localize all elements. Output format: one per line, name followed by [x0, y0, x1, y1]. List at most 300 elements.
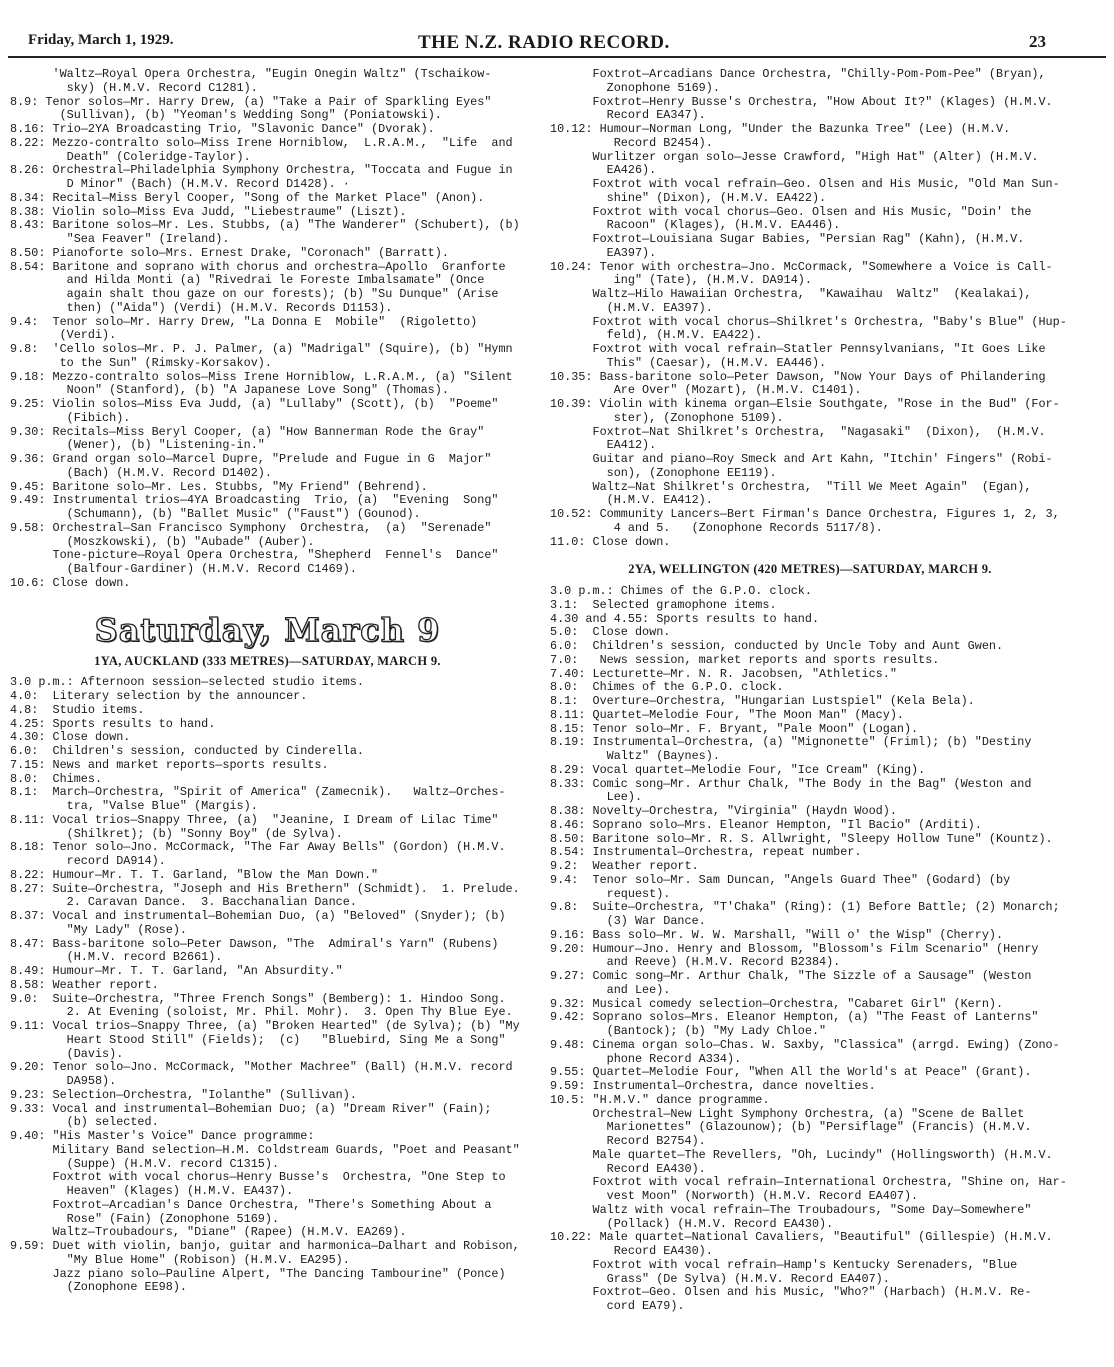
programme-line — [550, 833, 1070, 847]
programme-time: 10.35: — [550, 369, 600, 384]
programme-time — [550, 1135, 592, 1149]
programme-line — [10, 979, 525, 993]
programme-time — [550, 137, 600, 151]
programme-text: Weather report. — [52, 977, 159, 992]
programme-time: 8.33: — [550, 776, 593, 791]
programme-time: 9.40: — [10, 1129, 53, 1143]
programme-time — [10, 1171, 52, 1185]
programme-line — [550, 123, 1070, 137]
programme-time: 10.24: — [550, 259, 600, 274]
programme-time: 9.18: — [10, 369, 53, 384]
programme-text: Baritone and soprano with chorus and orchestra—Apollo Granforte — [52, 259, 506, 274]
programme-line — [10, 192, 525, 206]
programme-text: (Bantock); (b) "My Lady Chloe." — [592, 1024, 827, 1038]
programme-text: Afternoon session—selected studio items. — [80, 675, 364, 690]
programme-line — [10, 247, 525, 261]
programme-time: 10.5: — [550, 1092, 593, 1107]
programme-text: Chimes. — [52, 771, 103, 786]
programme-time — [550, 888, 592, 902]
programme-text: record DA914). — [52, 854, 166, 868]
programme-time — [10, 1075, 52, 1089]
programme-time: 10.6: — [10, 575, 53, 590]
programme-text: Cinema organ solo—Chas. W. Saxby, "Classica" (arrgd. Ewing) (Zono- — [592, 1037, 1060, 1052]
programme-line — [550, 1273, 1070, 1287]
programme-line — [550, 750, 1070, 764]
programme-time — [10, 329, 45, 343]
programme-line — [10, 274, 525, 288]
programme-time — [10, 828, 52, 842]
programme-line — [10, 869, 525, 883]
programme-line — [550, 640, 1070, 654]
programme-line — [10, 123, 525, 137]
programme-time — [10, 1199, 52, 1213]
programme-text: Humour—Jno. Henry and Blossom, "Blossom's Film Scenario" (Henry — [592, 941, 1039, 956]
programme-line — [550, 343, 1070, 357]
programme-line — [550, 723, 1070, 737]
programme-time: 3.0 p.m.: — [10, 675, 81, 690]
programme-time: 8.0: — [10, 771, 53, 786]
programme-text: Instrumental—Orchestra, repeat number. — [592, 845, 862, 860]
programme-text: Foxtrot—Henry Busse's Orchestra, "How About It?" (Klages) (H.M.V. — [592, 94, 1053, 109]
programme-line — [550, 384, 1070, 398]
programme-time: 8.27: — [10, 881, 53, 896]
programme-text: Baritone solos—Mr. Les. Stubbs, (a) "The Wanderer" (Schubert), (b) — [52, 218, 520, 233]
programme-text: Vocal trios—Snappy Three, (a) "Jeanine, I Dream of Lilac Time" — [52, 812, 499, 827]
programme-line — [550, 247, 1070, 261]
programme-text: Comic song—Mr. Arthur Chalk, "The Sizzle of a Sausage" (Weston — [592, 969, 1032, 983]
programme-text: (3) War Dance. — [592, 914, 706, 928]
programme-line — [550, 1053, 1070, 1067]
programme-text: "His Master's Voice" Dance programme: — [52, 1129, 315, 1143]
programme-time — [550, 791, 592, 805]
programme-line — [10, 453, 525, 467]
programme-line — [550, 219, 1070, 233]
programme-time — [550, 481, 592, 495]
programme-line — [10, 288, 525, 302]
programme-text: vest Moon" (Norworth) (H.M.V. Record EA407). — [592, 1189, 919, 1203]
programme-line — [550, 302, 1070, 316]
programme-time: 4.25: — [10, 716, 53, 731]
programme-text: (Suppe) (H.M.V. record C1315). — [52, 1156, 280, 1171]
programme-text: Tenor solo—Mr. Harry Drew, "La Donna E Mobile" (Rigoletto) — [45, 314, 478, 329]
programme-text: (H.M.V. EA397). — [592, 300, 713, 315]
programme-time: 8.43: — [10, 218, 53, 233]
programme-time: 8.22: — [10, 135, 53, 150]
programme-line — [10, 577, 525, 591]
programme-time: 8.34: — [10, 190, 53, 205]
programme-line — [550, 164, 1070, 178]
programme-time — [550, 357, 592, 371]
programme-line — [10, 1226, 525, 1240]
programme-text: "Sea Feaver" (Ireland). — [52, 232, 230, 246]
programme-text: "H.M.V." dance programme. — [592, 1092, 770, 1107]
programme-line — [10, 494, 525, 508]
programme-text: Zonophone 5169). — [592, 80, 720, 95]
programme-time: 9.48: — [550, 1037, 593, 1052]
programme-line — [550, 846, 1070, 860]
programme-text: Instrumental—Orchestra, (a) "Mignonette" (Friml); (b) "Destiny — [592, 735, 1032, 750]
programme-line — [10, 786, 525, 800]
programme-text: son), (Zonophone EE119). — [592, 465, 777, 480]
programme-line — [10, 398, 525, 412]
programme-line — [550, 874, 1070, 888]
programme-text: 'Cello solos—Mr. P. J. Palmer, (a) "Madrigal" (Squire), (b) "Hymn — [45, 342, 513, 356]
programme-line — [10, 329, 525, 343]
programme-time — [10, 1226, 52, 1240]
programme-time — [550, 1259, 592, 1273]
programme-time: 10.39: — [550, 397, 600, 411]
programme-text: Male quartet—National Cavaliers, "Beautiful" (Gillespie) (H.M.V. — [599, 1230, 1053, 1245]
programme-time — [550, 1121, 592, 1135]
programme-text: Bass solo—Mr. W. W. Marshall, "Will o' the Wisp" (Cherry). — [592, 927, 1004, 942]
programme-time: 9.32: — [550, 996, 593, 1011]
programme-text: Waltz—Hilo Hawaiian Orchestra, "Kawaihau Waltz" (Kealakai), — [592, 287, 1032, 301]
programme-line — [10, 536, 525, 550]
programme-line — [550, 357, 1070, 371]
programme-line — [10, 563, 525, 577]
programme-text: Trio—2YA Broadcasting Trio, "Slavonic Dance" (Dvorak). — [52, 122, 435, 136]
programme-time — [10, 1034, 52, 1048]
programme-time: 8.18: — [10, 840, 53, 855]
programme-line — [10, 800, 525, 814]
programme-line — [550, 412, 1070, 426]
programme-time: 8.11: — [10, 812, 53, 827]
programme-time: 7.15: — [10, 757, 53, 772]
programme-time: 3.1: — [550, 597, 593, 612]
programme-time: 4.0: — [10, 689, 53, 703]
programme-time — [550, 178, 592, 192]
programme-time — [10, 924, 52, 938]
programme-time — [10, 274, 52, 288]
programme-text: March—Orchestra, "Spirit of America" (Zamecnik). Waltz—Orches- — [52, 785, 506, 800]
programme-line — [550, 316, 1070, 330]
programme-time — [550, 1108, 592, 1122]
programme-line — [550, 426, 1070, 440]
programme-text: (b) selected. — [52, 1115, 159, 1130]
programme-line — [550, 398, 1070, 412]
programme-text: Orchestral—Philadelphia Symphony Orchestra, "Toccata and Fugue in — [52, 163, 513, 178]
programme-time — [10, 1144, 52, 1158]
programme-text: Children's session, conducted by Uncle Toby and Aunt Gwen. — [592, 639, 1004, 653]
programme-time: 8.29: — [550, 762, 593, 777]
programme-line — [10, 1048, 525, 1062]
programme-time: 8.0: — [550, 680, 593, 695]
programme-time — [550, 288, 592, 302]
programme-time — [10, 357, 45, 371]
programme-text: Racoon" (Klages), (H.M.V. EA446). — [592, 218, 841, 233]
programme-time: 8.38: — [550, 804, 593, 818]
programme-time: 9.58: — [10, 520, 53, 535]
programme-line — [10, 206, 525, 220]
programme-line — [10, 1254, 525, 1268]
programme-line — [10, 1061, 525, 1075]
programme-time — [550, 219, 592, 233]
programme-text: Rose" (Fain) (Zonophone 5169). — [52, 1211, 280, 1226]
programme-time: 9.49: — [10, 493, 53, 508]
programme-time — [550, 439, 592, 453]
programme-time: 8.58: — [10, 977, 53, 992]
programme-text: Wurlitzer organ solo—Jesse Crawford, "High Hat" (Alter) (H.M.V. — [592, 149, 1039, 164]
programme-text: Literary selection by the announcer. — [52, 689, 308, 703]
programme-line — [10, 137, 525, 151]
programme-line — [10, 745, 525, 759]
programme-text: Vocal quartet—Melodie Four, "Ice Cream" (King). — [592, 762, 926, 777]
programme-time — [10, 1158, 52, 1172]
programme-line — [10, 96, 525, 110]
programme-line — [550, 901, 1070, 915]
programme-text: (H.M.V. EA412). — [592, 493, 713, 508]
programme-time — [550, 1190, 592, 1204]
programme-time — [550, 1286, 592, 1300]
programme-line — [10, 178, 525, 192]
programme-time: 7.40: — [550, 666, 593, 681]
programme-text: Comic song—Mr. Arthur Chalk, "The Body in the Bag" (Weston and — [592, 776, 1032, 791]
programme-text: Chimes of the G.P.O. clock. — [620, 584, 812, 598]
header-title: THE N.Z. RADIO RECORD. — [418, 32, 670, 53]
programme-line — [550, 984, 1070, 998]
programme-line — [550, 481, 1070, 495]
programme-time — [550, 233, 592, 247]
programme-text: Tenor solo—Mr. Sam Duncan, "Angels Guard Thee" (Godard) (by — [592, 872, 1011, 887]
programme-text: and Hilda Monti (a) "Rivedrai le Foreste Imbalsamate" (Once — [52, 273, 485, 288]
programme-time — [10, 1254, 52, 1268]
programme-text: Marionettes" (Glazounow); (b) "Persiflage" (Francis) (H.M.V. — [592, 1120, 1032, 1135]
programme-line — [550, 1259, 1070, 1273]
programme-line — [550, 1011, 1070, 1025]
programme-line — [550, 626, 1070, 640]
programme-time — [550, 82, 592, 96]
programme-time: 8.37: — [10, 909, 53, 923]
programme-line — [10, 549, 525, 563]
programme-line — [10, 302, 525, 316]
programme-text: Violin solos—Miss Eva Judd, (a) "Lullaby" (Scott), (b) "Poeme" — [52, 397, 499, 411]
programme-line — [550, 915, 1070, 929]
programme-time: 9.8: — [10, 342, 46, 356]
programme-text: Violin solo—Miss Eva Judd, "Liebestraume" (Liszt). — [52, 204, 407, 219]
programme-line — [10, 1268, 525, 1282]
programme-time — [10, 508, 52, 522]
programme-text: Are Over" (Mozart), (H.M.V. C1401). — [599, 383, 862, 398]
programme-text: (Wener), (b) "Listening-in." — [52, 438, 265, 453]
programme-time: 8.15: — [550, 721, 593, 736]
programme-line — [550, 585, 1070, 599]
programme-text: Military Band selection—H.M. Coldstream Guards, "Poet and Peasant" — [52, 1142, 520, 1157]
programme-line — [550, 613, 1070, 627]
programme-time — [550, 1149, 592, 1163]
programme-line — [10, 855, 525, 869]
programme-text: Guitar and piano—Roy Smeck and Art Kahn, "Itchin' Fingers" (Robi- — [592, 452, 1053, 466]
programme-text: Waltz—Nat Shilkret's Orchestra, "Till We Meet Again" (Egan), — [592, 479, 1032, 494]
programme-line — [10, 467, 525, 481]
programme-time — [550, 274, 600, 288]
programme-text: 4 and 5. (Zonophone Records 5117/8). — [599, 520, 883, 535]
programme-line — [550, 467, 1070, 481]
programme-line — [550, 1025, 1070, 1039]
programme-text: to the Sun" (Rimsky-Korsakov). — [45, 355, 272, 370]
programme-line — [550, 1080, 1070, 1094]
programme-line — [550, 1231, 1070, 1245]
programme-time — [10, 536, 52, 550]
programme-text: Humour—Mr. T. T. Garland, "Blow the Man Down." — [52, 867, 379, 882]
programme-time — [550, 915, 592, 929]
programme-time: 8.1: — [10, 785, 53, 800]
programme-time: 8.54: — [10, 259, 53, 274]
programme-text: Foxtrot with vocal refrain—Hamp's Kentucky Serenaders, "Blue — [592, 1257, 1018, 1272]
programme-line — [550, 1108, 1070, 1122]
programme-text: Tenor with orchestra—Jno. McCormack, "Somewhere a Voice is Call- — [599, 259, 1053, 274]
programme-line — [550, 1245, 1070, 1259]
programme-time: 10.52: — [550, 507, 600, 521]
programme-text: Humour—Mr. T. T. Garland, "An Absurdity." — [52, 964, 343, 978]
programme-text: Overture—Orchestra, "Hungarian Lustspiel" (Kela Bela). — [592, 694, 975, 708]
programme-line — [10, 426, 525, 440]
programme-time — [550, 1218, 592, 1232]
programme-line — [550, 151, 1070, 165]
programme-time — [550, 96, 592, 110]
programme-time: 8.50: — [550, 831, 593, 846]
programme-time: 9.42: — [550, 1010, 593, 1025]
programme-line — [550, 695, 1070, 709]
programme-time: 8.26: — [10, 163, 53, 178]
programme-list-1ya-saturday-cont — [550, 68, 1070, 549]
programme-time: 3.0 p.m.: — [550, 584, 621, 598]
header-date: Friday, March 1, 1929. — [28, 32, 174, 48]
programme-text: Lecturette—Mr. N. R. Jacobsen, "Athletics." — [592, 666, 897, 681]
programme-line — [10, 68, 525, 82]
programme-line — [550, 1204, 1070, 1218]
programme-time: 11.0: — [550, 534, 593, 549]
programme-time — [10, 467, 52, 481]
programme-time: 9.11: — [10, 1019, 53, 1033]
programme-text: ing" (Tate), (H.M.V. DA914). — [599, 273, 812, 288]
programme-text: Quartet—Melodie Four, "When All the World's at Peace" (Grant). — [592, 1065, 1032, 1080]
programme-line — [10, 151, 525, 165]
programme-text: Noon" (Stanford), (b) "A Japanese Love Song" (Thomas). — [52, 383, 449, 398]
programme-text: Waltz—Troubadours, "Diane" (Rapee) (H.M.V. EA269). — [52, 1225, 407, 1240]
programme-text: (Fibich). — [52, 410, 131, 425]
programme-time — [10, 1213, 52, 1227]
programme-line — [10, 910, 525, 924]
programme-time — [10, 302, 52, 316]
programme-line — [10, 896, 525, 910]
programme-text: Foxtrot with vocal refrain—International Orchestra, "Shine on, Har- — [592, 1175, 1067, 1190]
programme-time: 8.11: — [550, 707, 593, 722]
programme-text: Tone-picture—Royal Opera Orchestra, "Shepherd Fennel's Dance" — [52, 548, 499, 563]
programme-time — [550, 750, 592, 764]
programme-text: D Minor" (Bach) (H.M.V. Record D1428). · — [52, 177, 350, 191]
programme-time — [10, 549, 52, 563]
programme-line — [10, 1171, 525, 1185]
programme-text: Foxtrot—Arcadian's Dance Orchestra, "There's Something About a — [52, 1197, 492, 1212]
programme-line — [550, 1149, 1070, 1163]
programme-line — [10, 1006, 525, 1020]
programme-line — [10, 1240, 525, 1254]
programme-line — [10, 1020, 525, 1034]
programme-text: (Pollack) (H.M.V. Record EA430). — [592, 1216, 834, 1231]
programme-time — [550, 1163, 592, 1177]
programme-line — [10, 759, 525, 773]
programme-time — [10, 1048, 52, 1062]
programme-line — [10, 883, 525, 897]
programme-line — [550, 668, 1070, 682]
programme-line — [10, 841, 525, 855]
programme-line — [550, 439, 1070, 453]
programme-text: Foxtrot with vocal chorus—Shilkret's Orchestra, "Baby's Blue" (Hup- — [592, 314, 1067, 329]
programme-line — [10, 1116, 525, 1130]
programme-text: ster), (Zonophone 5109). — [599, 410, 784, 425]
programme-time: 9.33: — [10, 1101, 53, 1116]
programme-time: 10.22: — [550, 1230, 600, 1245]
programme-text: Baritone solo—Mr. Les. Stubbs, "My Friend" (Behrend). — [52, 479, 428, 494]
programme-text: Heart Stood Still" (Fields); (c) "Bluebird, Sing Me a Song" — [52, 1032, 506, 1047]
programme-text: Children's session, conducted by Cinderella. — [52, 744, 364, 758]
programme-text: Pianoforte solo—Mrs. Ernest Drake, "Coronach" (Barratt). — [52, 245, 449, 260]
programme-text: This" (Caesar), (H.M.V. EA446). — [592, 355, 827, 370]
programme-time — [550, 206, 592, 220]
programme-line — [550, 68, 1070, 82]
programme-line — [10, 109, 525, 123]
programme-line — [550, 1135, 1070, 1149]
programme-text: Baritone solo—Mr. R. S. Allwright, "Sleepy Hollow Tune" (Kountz). — [592, 831, 1053, 846]
programme-time — [550, 1025, 592, 1039]
programme-line — [10, 1103, 525, 1117]
programme-line — [10, 676, 525, 690]
programme-time — [550, 1053, 592, 1067]
programme-text: Sports results to hand. — [52, 716, 216, 731]
page-number: 23 — [1029, 32, 1046, 51]
programme-time — [550, 247, 592, 261]
programme-line — [10, 773, 525, 787]
programme-text: and Reeve) (H.M.V. Record B2384). — [592, 955, 841, 970]
day-heading: Saturday, March 9 — [94, 610, 441, 649]
station-heading-2ya: 2YA, WELLINGTON (420 METRES)—SATURDAY, MARCH 9. — [628, 562, 992, 577]
programme-line — [10, 814, 525, 828]
programme-line — [550, 998, 1070, 1012]
programme-line — [550, 764, 1070, 778]
programme-text: Humour—Norman Long, "Under the Bazunka Tree" (Lee) (H.M.V. — [599, 122, 1011, 136]
programme-text: Tenor solos—Mr. Harry Drew, (a) "Take a Pair of Sparkling Eyes" — [45, 94, 492, 109]
programme-text: Sports results to hand. — [656, 611, 820, 626]
programme-text: again shalt thou gaze on our forests); (b) "Su Dunque" (Arise — [52, 287, 499, 301]
programme-text: Suite—Orchestra, "T'Chaka" (Ring): (1) Before Battle; (2) Monarch; — [592, 900, 1060, 915]
programme-line — [10, 1089, 525, 1103]
programme-text: Recital—Miss Beryl Cooper, "Song of the Market Place" (Anon). — [52, 190, 485, 205]
programme-time — [10, 178, 52, 192]
programme-line — [550, 956, 1070, 970]
programme-text: Male quartet—The Revellers, "Oh, Lucindy" (Hollingsworth) (H.M.V. — [592, 1147, 1053, 1162]
programme-text: Tenor solo—Jno. McCormack, "The Far Away Bells" (Gordon) (H.M.V. — [52, 840, 506, 855]
programme-text: (Bach) (H.M.V. Record D1402). — [52, 465, 272, 480]
programme-time: 9.2: — [550, 859, 593, 873]
programme-time — [550, 343, 592, 357]
programme-time — [10, 951, 52, 965]
programme-time — [550, 68, 592, 82]
programme-text: (Sullivan), (b) "Yeoman's Wedding Song" (Poniatowski). — [45, 108, 442, 123]
programme-text: shine" (Dixon), (H.M.V. EA422). — [592, 190, 827, 205]
programme-text: Record B2754). — [592, 1134, 706, 1148]
programme-time — [10, 1006, 52, 1020]
programme-text: Foxtrot with vocal refrain—Geo. Olsen and His Music, "Old Man Sun- — [592, 177, 1060, 191]
programme-text: Selection—Orchestra, "Iolanthe" (Sullivan). — [52, 1087, 357, 1102]
programme-line — [550, 599, 1070, 613]
programme-time — [10, 1185, 52, 1199]
programme-time — [10, 384, 52, 398]
programme-line — [10, 1075, 525, 1089]
programme-text: Duet with violin, banjo, guitar and harmonica—Dalhart and Robison, — [52, 1239, 520, 1253]
programme-text: and Lee). — [592, 982, 671, 997]
programme-line — [10, 731, 525, 745]
programme-line — [550, 329, 1070, 343]
